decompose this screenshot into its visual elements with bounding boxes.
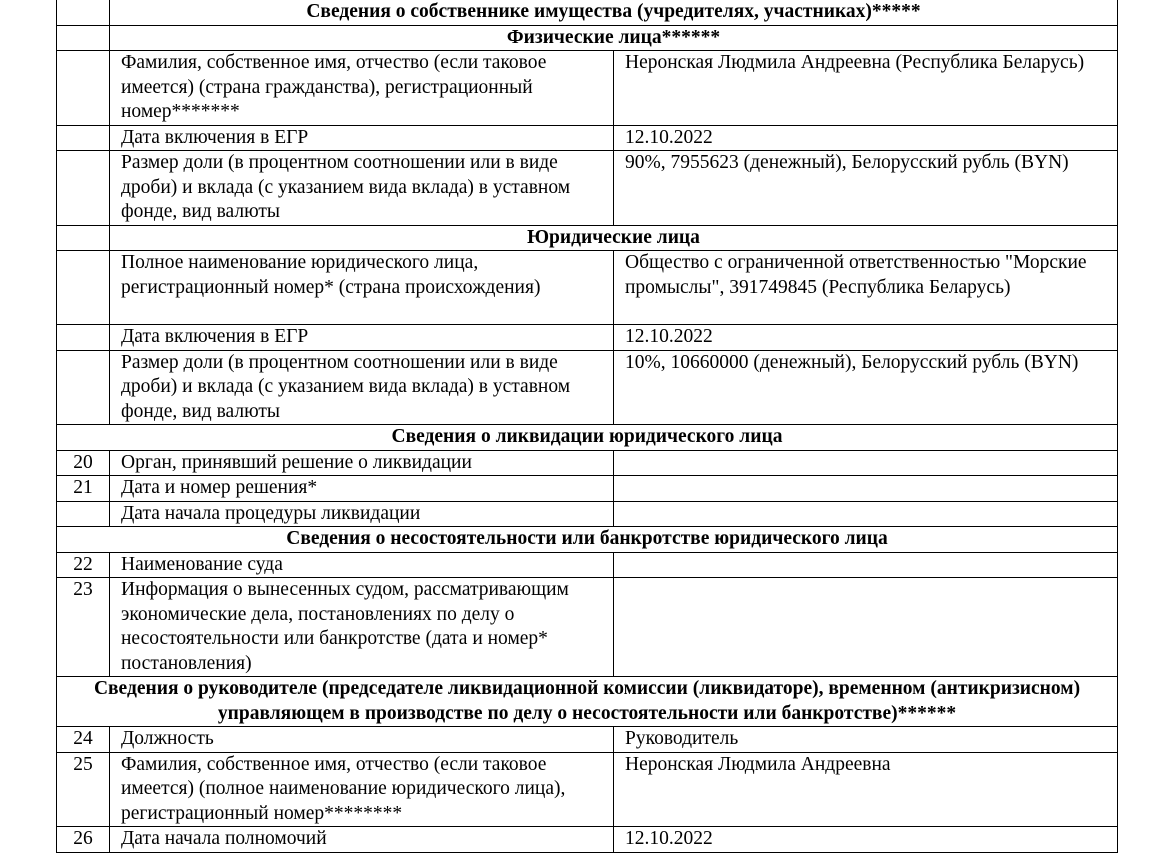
row-value [614, 501, 1118, 527]
registry-extract-document [56, 0, 1117, 853]
table-row [57, 325, 1118, 351]
row-value: 12.10.2022 [614, 827, 1118, 853]
row-value [614, 578, 1118, 677]
table-row [57, 350, 1118, 425]
row-number: 24 [57, 727, 110, 753]
row-label: Дата и номер решения* [110, 476, 614, 502]
row-label: Фамилия, собственное имя, отчество (если таковое имеется) (полное наименование юридического лица), регистрационный номер******** [110, 752, 614, 827]
row-value: 12.10.2022 [614, 125, 1118, 151]
individuals-num-cell [57, 25, 110, 51]
row-label: Должность [110, 727, 614, 753]
row-label: Фамилия, собственное имя, отчество (если таковое имеется) (страна гражданства), регистрационный номер******* [110, 51, 614, 126]
manager-section-header-row [57, 677, 1118, 727]
individuals-title: Физические лица****** [110, 25, 1118, 51]
table-row [57, 476, 1118, 502]
row-number: 21 [57, 476, 110, 502]
row-value: Общество с ограниченной ответственностью "Морские промыслы", 391749845 (Республика Беларусь) [614, 251, 1118, 325]
row-number: 23 [57, 578, 110, 677]
table-row [57, 827, 1118, 853]
liquidation-section-title: Сведения о ликвидации юридического лица [57, 425, 1118, 451]
legal-entities-title: Юридические лица [110, 225, 1118, 251]
row-label: Наименование суда [110, 552, 614, 578]
owner-section-title: Сведения о собственнике имущества (учредителях, участниках)***** [110, 0, 1118, 25]
row-number [57, 501, 110, 527]
row-number: 25 [57, 752, 110, 827]
owner-section-header-row [57, 0, 1118, 25]
table-row [57, 501, 1118, 527]
row-value: 10%, 10660000 (денежный), Белорусский рубль (BYN) [614, 350, 1118, 425]
legal-entities-num-cell [57, 225, 110, 251]
row-number [57, 325, 110, 351]
row-label: Информация о вынесенных судом, рассматривающим экономические дела, постановлениях по делу о несостоятельности или банкротстве (дата и номер* постановления) [110, 578, 614, 677]
manager-section-title: Сведения о руководителе (председателе ликвидационной комиссии (ликвидаторе), временном (антикризисном) управляющем в производстве по делу о несостоятельности или банкротстве)****** [57, 677, 1118, 727]
registry-table [56, 0, 1118, 853]
row-number [57, 350, 110, 425]
legal-entities-header-row [57, 225, 1118, 251]
row-value [614, 450, 1118, 476]
bankruptcy-section-title: Сведения о несостоятельности или банкротстве юридического лица [57, 527, 1118, 553]
row-number [57, 251, 110, 325]
row-value: 90%, 7955623 (денежный), Белорусский рубль (BYN) [614, 151, 1118, 226]
liquidation-section-header-row [57, 425, 1118, 451]
individuals-header-row [57, 25, 1118, 51]
table-row [57, 578, 1118, 677]
table-row [57, 450, 1118, 476]
row-label: Дата начала полномочий [110, 827, 614, 853]
row-value: Руководитель [614, 727, 1118, 753]
table-row [57, 552, 1118, 578]
bankruptcy-section-header-row [57, 527, 1118, 553]
table-row [57, 125, 1118, 151]
row-number [57, 125, 110, 151]
row-value: 12.10.2022 [614, 325, 1118, 351]
row-value [614, 476, 1118, 502]
row-label: Дата включения в ЕГР [110, 125, 614, 151]
row-number: 22 [57, 552, 110, 578]
row-label: Дата включения в ЕГР [110, 325, 614, 351]
row-number [57, 51, 110, 126]
table-row [57, 727, 1118, 753]
table-row [57, 752, 1118, 827]
owner-section-num-cell [57, 0, 110, 25]
row-value [614, 552, 1118, 578]
row-label: Размер доли (в процентном соотношении или в виде дроби) и вклада (с указанием вида вклада) в уставном фонде, вид валюты [110, 151, 614, 226]
table-row [57, 151, 1118, 226]
row-number: 26 [57, 827, 110, 853]
table-row [57, 51, 1118, 126]
table-row [57, 251, 1118, 325]
row-label: Полное наименование юридического лица, регистрационный номер* (страна происхождения) [110, 251, 614, 325]
row-label: Размер доли (в процентном соотношении или в виде дроби) и вклада (с указанием вида вклада) в уставном фонде, вид валюты [110, 350, 614, 425]
row-number: 20 [57, 450, 110, 476]
row-value: Неронская Людмила Андреевна [614, 752, 1118, 827]
row-number [57, 151, 110, 226]
row-label: Дата начала процедуры ликвидации [110, 501, 614, 527]
row-value: Неронская Людмила Андреевна (Республика Беларусь) [614, 51, 1118, 126]
row-label: Орган, принявший решение о ликвидации [110, 450, 614, 476]
